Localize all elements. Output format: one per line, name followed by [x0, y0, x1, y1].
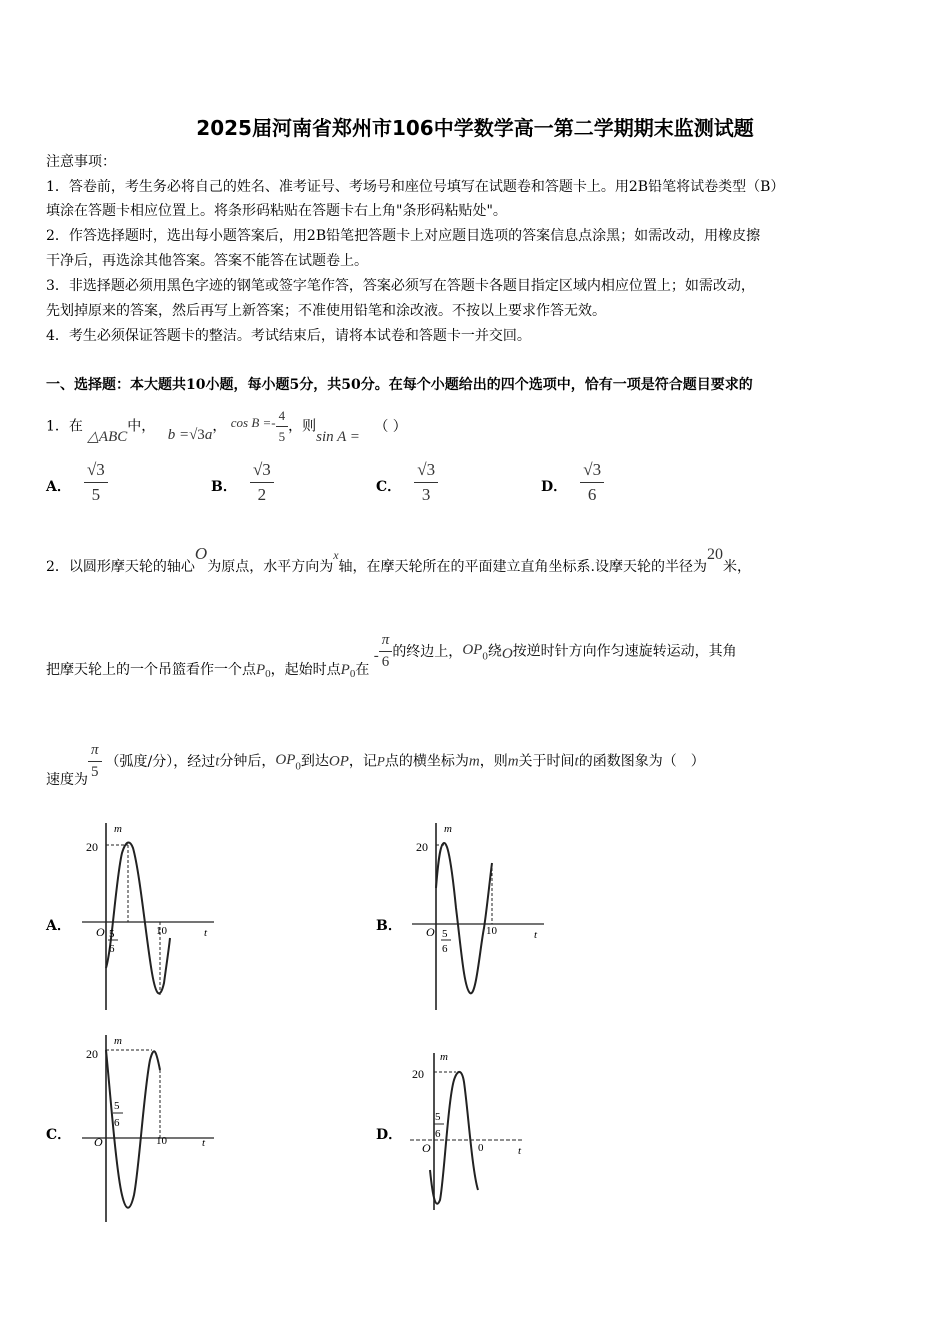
- triangle-abc: △ABC: [87, 428, 128, 445]
- graph-d-m-label: m: [440, 1051, 448, 1063]
- graph-b-m-label: m: [444, 823, 452, 835]
- graph-a-curve: [106, 843, 170, 994]
- graph-d-origin: O: [422, 1141, 431, 1155]
- graph-d: [406, 1050, 551, 1220]
- question-2-line-2: 把摩天轮上的一个吊篮看作一个点$P_0$，起始时点$P_0$在 - $\frac{\pi}{6}$ 的终边上，$OP_0$绕O按逆时针方向作匀速旋转运动，其角: [46, 632, 737, 681]
- page-title: 2025届河南省郑州市106中学数学高一第二学期期末监测试题: [196, 116, 754, 140]
- option-c[interactable]: C．: [46, 1127, 72, 1143]
- notice-line: 干净后，再选涂其他答案。答案不能答在试题卷上。: [46, 253, 368, 269]
- option-b[interactable]: B． $\frac{√3}{2}$: [211, 460, 274, 505]
- svg-text:5: 5: [435, 1111, 441, 1123]
- option-a[interactable]: A． $\frac{√3}{5}$: [46, 460, 108, 505]
- graph-a-m-label: m: [114, 823, 122, 835]
- option-a-value: $\frac{√3}{5}$: [84, 460, 108, 505]
- option-d[interactable]: D． $\frac{√3}{6}$: [541, 460, 604, 505]
- svg-text:6: 6: [442, 943, 448, 955]
- graph-a-t-label: t: [204, 927, 208, 939]
- option-b-value: $\frac{√3}{2}$: [250, 460, 274, 505]
- notice-line: 1．答卷前，考生务必将自己的姓名、准考证号、考场号和座位号填写在试题卷和答题卡上。用2B铅笔将试卷类型（B）: [46, 179, 785, 195]
- option-b[interactable]: B．: [376, 918, 402, 934]
- notice-line: 3．非选择题必须用黑色字迹的钢笔或签字笔作答，答案必须写在答题卡各题目指定区域内相应位置上；如需改动，: [46, 278, 755, 294]
- graph-c-t-label: t: [202, 1137, 206, 1149]
- svg-text:6: 6: [109, 943, 115, 955]
- svg-text:6: 6: [435, 1128, 441, 1140]
- graph-c-10-label: 10: [156, 1135, 167, 1147]
- graph-b-curve: [436, 843, 492, 993]
- graph-c-m-label: m: [114, 1035, 122, 1047]
- speed-fraction: $\frac{\pi}{5}$: [88, 742, 102, 781]
- question-1: 1．在 △ABC中， b =√3a， cos B =- $\frac{4}{5}$ ，则sin A = （ ）: [46, 408, 407, 445]
- option-a[interactable]: A．: [46, 918, 71, 934]
- svg-text:5: 5: [114, 1100, 120, 1112]
- graph-d-0-label: 0: [478, 1142, 484, 1154]
- graph-b-10-label: 10: [486, 925, 497, 937]
- graph-b-origin: O: [426, 925, 435, 939]
- question-number: 1．: [46, 418, 69, 435]
- angle-fraction: $\frac{\pi}{6}$: [379, 632, 393, 671]
- graph-b: [406, 818, 551, 1018]
- graph-c-20-label: 20: [86, 1047, 98, 1061]
- option-c-value: $\frac{√3}{3}$: [414, 460, 438, 505]
- graph-c-origin: O: [94, 1135, 103, 1149]
- graph-a-10-label: 10: [156, 925, 167, 937]
- svg-text:6: 6: [114, 1117, 120, 1129]
- graph-b-t-label: t: [534, 929, 538, 941]
- graph-a-origin: O: [96, 925, 105, 939]
- svg-text:5: 5: [442, 928, 448, 940]
- graph-b-20-label: 20: [416, 840, 428, 854]
- notice-line: 先划掉原来的答案，然后再写上新答案；不准使用铅笔和涂改液。不按以上要求作答无效。: [46, 303, 606, 319]
- graph-a: [76, 818, 221, 1018]
- notice-line: 填涂在答题卡相应位置上。将条形码粘贴在答题卡右上角"条形码粘贴处"。: [46, 203, 507, 219]
- notice-line: 2．作答选择题时，选出每小题答案后，用2B铅笔把答题卡上对应题目选项的答案信息点涂黑；如需改动，用橡皮擦: [46, 228, 761, 244]
- notice-line: 4．考生必须保证答题卡的整洁。考试结束后，请将本试卷和答题卡一并交回。: [46, 328, 531, 344]
- graph-d-20-label: 20: [412, 1067, 424, 1081]
- question-2-line-1: 2．以圆形摩天轮的轴心O为原点，水平方向为x轴，在摩天轮所在的平面建立直角坐标系.设摩天轮的半径为20米，: [46, 544, 751, 575]
- option-c[interactable]: C． $\frac{√3}{3}$: [376, 460, 438, 505]
- option-d[interactable]: D．: [376, 1127, 403, 1143]
- graph-c: [76, 1030, 221, 1230]
- question-2-line-3: 速度为 $\frac{\pi}{5}$ （弧度/分），经过t分钟后，$OP_0$到达OP，记P点的横坐标为m，则m关于时间t的函数图象为（ ）: [46, 742, 705, 788]
- notice-heading: 注意事项：: [46, 154, 116, 170]
- graph-d-t-label: t: [518, 1145, 522, 1157]
- section-heading: 一、选择题：本大题共10小题，每小题5分，共50分。在每个小题给出的四个选项中，恰有一项是符合题目要求的: [46, 377, 753, 393]
- graph-a-20-label: 20: [86, 840, 98, 854]
- cos-fraction: $\frac{4}{5}$: [276, 408, 289, 445]
- svg-text:5: 5: [109, 928, 115, 940]
- option-d-value: $\frac{√3}{6}$: [580, 460, 604, 505]
